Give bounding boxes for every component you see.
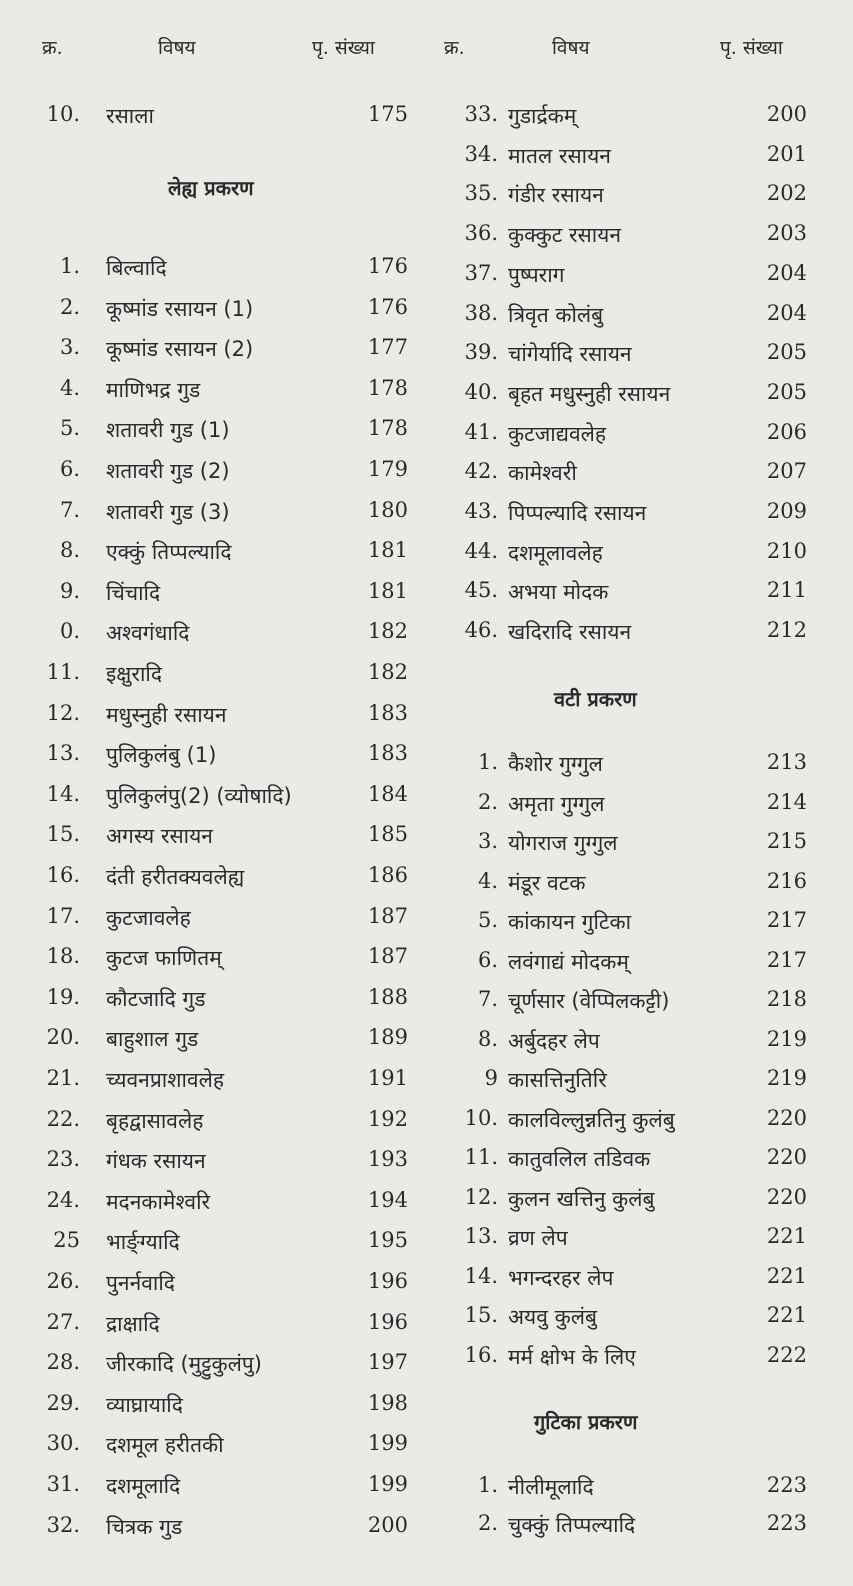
item-page-number: 179 (367, 457, 408, 481)
item-page-number: 195 (367, 1228, 408, 1253)
item-page-number: 198 (367, 1390, 408, 1415)
item-page-number: 193 (367, 1147, 408, 1172)
item-page-number: 181 (367, 538, 408, 563)
item-name: मर्म क्षोभ के लिए (508, 1344, 636, 1369)
item-page-number: 183 (367, 700, 408, 725)
item-name: गुडार्द्रकम् (508, 104, 577, 128)
item-name: बिल्वादि (106, 256, 167, 280)
item-name: नीलीमूलादि (508, 1475, 594, 1499)
item-page-number: 222 (766, 1342, 807, 1367)
item-number: 2. (477, 1511, 498, 1535)
header-num-label: क्र. (42, 37, 63, 59)
item-page-number: 184 (367, 781, 408, 806)
item-name: लवंगाद्यं मोदकम् (508, 949, 629, 974)
item-number: 11. (46, 660, 80, 684)
item-name: दंती हरीतक्यवलेह्य (106, 865, 245, 889)
item-page-number: 219 (766, 1066, 807, 1090)
item-page-number: 218 (766, 987, 807, 1011)
item-name: शतावरी गुड (2) (106, 459, 230, 483)
item-number: 28. (46, 1350, 80, 1375)
item-number: 30. (46, 1431, 80, 1456)
item-number: 36. (464, 221, 498, 246)
item-name: कैशोर गुग्गुल (508, 752, 603, 776)
item-page-number: 176 (367, 294, 408, 319)
item-number: 12. (464, 1184, 498, 1209)
item-page-number: 209 (766, 499, 807, 523)
item-name: योगराज गुग्गुल (508, 831, 618, 855)
item-number: 31. (46, 1472, 80, 1496)
item-page-number: 217 (766, 908, 807, 932)
item-page-number: 205 (766, 379, 807, 404)
item-page-number: 204 (766, 260, 807, 285)
item-number: 1. (477, 750, 498, 774)
item-number: 1. (59, 254, 80, 278)
item-page-number: 219 (766, 1026, 807, 1051)
item-name: गंधक रसायन (106, 1149, 206, 1174)
item-number: 6. (477, 947, 498, 972)
item-name: कांकायन गुटिका (508, 910, 632, 934)
item-name: शतावरी गुड (1) (106, 418, 230, 443)
item-name: त्रिवृत कोलंबु (508, 302, 604, 327)
item-page-number: 201 (766, 141, 807, 166)
item-name: बाहुशाल गुड (106, 1027, 199, 1052)
item-name: कुटजाद्यवलेह (508, 421, 607, 446)
item-name: द्राक्षादि (106, 1311, 160, 1336)
item-name: अगस्य रसायन (106, 824, 213, 849)
item-name: दशमूलावलेह (508, 540, 603, 565)
item-number: 34. (464, 141, 498, 166)
item-page-number: 202 (766, 181, 807, 206)
item-page-number: 199 (367, 1431, 408, 1456)
header-page-label: पृ. संख्या (720, 37, 783, 59)
item-number: 39. (464, 340, 498, 365)
item-page-number: 196 (367, 1309, 408, 1334)
item-number: 13. (46, 741, 80, 766)
item-name: कामेश्वरी (508, 461, 577, 486)
item-page-number: 217 (766, 947, 807, 972)
item-name: पिप्पल्यादि रसायन (508, 501, 647, 525)
item-number: 38. (464, 300, 498, 325)
section-title-vati: वटी प्रकरण (554, 687, 637, 711)
item-name: कातुवलिल तडिवक (508, 1147, 651, 1171)
item-page-number: 220 (766, 1145, 807, 1169)
item-number: 0. (59, 619, 80, 644)
item-page-number: 185 (367, 822, 408, 847)
item-name: खदिरादि रसायन (508, 620, 632, 645)
item-name: दशमूलादि (106, 1474, 181, 1498)
item-number: 7. (477, 987, 498, 1011)
item-name: मदनकामेश्वरि (106, 1189, 211, 1214)
item-name: अयवु कुलंबु (508, 1305, 597, 1329)
item-name: पुलिकुलंपु(2) (व्योषादि) (106, 783, 292, 808)
item-name: चांगेर्यादि रसायन (508, 342, 632, 367)
item-number: 23. (46, 1147, 80, 1172)
item-page-number: 206 (766, 419, 807, 444)
header-subject-label: विषय (552, 37, 590, 59)
item-page-number: 199 (367, 1472, 408, 1496)
item-page-number: 181 (367, 578, 408, 603)
item-page-number: 223 (766, 1473, 807, 1497)
item-name: शतावरी गुड (3) (106, 499, 230, 524)
item-number: 14. (464, 1263, 498, 1288)
item-number: 17. (46, 903, 80, 928)
item-page-number: 220 (766, 1184, 807, 1209)
item-page-number: 178 (367, 416, 408, 441)
item-name: कूष्मांड रसायन (1) (106, 296, 254, 321)
item-number: 42. (464, 459, 498, 484)
item-page-number: 186 (367, 863, 408, 887)
item-name: बृहत मधुस्नुही रसायन (508, 381, 671, 406)
item-page-number: 180 (367, 497, 408, 522)
item-number: 7. (59, 497, 80, 522)
item-number: 46. (464, 618, 498, 643)
item-number: 9. (59, 578, 80, 603)
header-num-label: क्र. (444, 37, 465, 59)
item-name: कौटजादि गुड (106, 986, 206, 1011)
item-page-number: 204 (766, 300, 807, 325)
item-page-number: 221 (766, 1263, 807, 1288)
item-number: 45. (464, 578, 498, 603)
item-name: कुटज फाणितम् (106, 946, 222, 971)
item-number: 12. (46, 700, 80, 725)
item-page-number: 178 (367, 375, 408, 400)
item-name: व्रण लेप (508, 1226, 568, 1250)
item-page-number: 200 (766, 102, 807, 126)
item-name: मातल रसायन (508, 143, 611, 168)
item-number: 5. (477, 908, 498, 932)
item-number: 18. (46, 944, 80, 969)
item-name: चूर्णसार (वेप्पिलकट्टी) (508, 989, 670, 1013)
item-name: पुष्पराग (508, 262, 565, 287)
item-page-number: 210 (766, 538, 807, 563)
item-number: 21. (46, 1066, 80, 1090)
item-name: रसाला (106, 104, 154, 128)
item-page-number: 213 (766, 750, 807, 774)
item-name: बृहद्वासावलेह (106, 1108, 204, 1133)
item-number: 13. (464, 1224, 498, 1248)
item-name: मंडूर वटक (508, 870, 586, 895)
item-page-number: 203 (766, 221, 807, 246)
item-number: 43. (464, 499, 498, 523)
item-name: व्याघ्रायादि (106, 1392, 183, 1417)
item-name: चित्रक गुड (106, 1514, 183, 1539)
item-name: कूष्मांड रसायन (2) (106, 337, 254, 362)
item-name: अभया मोदक (508, 580, 609, 605)
item-number: 29. (46, 1390, 80, 1415)
item-page-number: 188 (367, 984, 408, 1009)
item-page-number: 215 (766, 829, 807, 853)
item-page-number: 223 (766, 1511, 807, 1535)
item-number: 3. (59, 335, 80, 360)
item-number: 44. (464, 538, 498, 563)
item-page-number: 176 (367, 254, 408, 278)
section-title-lehya: लेह्य प्रकरण (168, 176, 254, 200)
item-number: 4. (59, 375, 80, 400)
item-page-number: 214 (766, 789, 807, 814)
item-number: 32. (46, 1512, 80, 1537)
item-name: अमृता गुग्गुल (508, 791, 605, 816)
item-name: एक्कुं तिप्पल्यादि (106, 540, 232, 565)
item-name: गंडीर रसायन (508, 183, 604, 208)
item-name: पुनर्नवादि (106, 1271, 175, 1295)
item-number: 15. (464, 1303, 498, 1327)
header-subject-label: विषय (158, 37, 196, 59)
item-name: मधुस्नुही रसायन (106, 702, 227, 727)
item-page-number: 211 (766, 578, 807, 603)
item-name: भगन्दरहर लेप (508, 1265, 614, 1290)
item-name: चुक्कुं तिप्पल्यादि (508, 1513, 636, 1537)
item-name: चिंचादि (106, 580, 161, 605)
item-number: 2. (477, 789, 498, 814)
item-number: 41. (464, 419, 498, 444)
item-name: भार्ङ्ग्यादि (106, 1230, 180, 1255)
item-name: माणिभद्र गुड (106, 377, 201, 402)
item-number: 6. (59, 457, 80, 481)
item-name: कासत्तिनुतिरि (508, 1068, 607, 1092)
item-page-number: 187 (367, 944, 408, 969)
item-page-number: 175 (367, 102, 408, 126)
item-page-number: 191 (367, 1066, 408, 1090)
item-number: 35. (464, 181, 498, 206)
left-column-header (0, 34, 420, 62)
item-number: 25 (53, 1228, 80, 1253)
item-number: 26. (46, 1269, 80, 1293)
section-title-gutika: गुटिका प्रकरण (534, 1410, 638, 1434)
item-name: इक्षुरादि (106, 662, 162, 686)
item-page-number: 187 (367, 903, 408, 928)
item-page-number: 207 (766, 459, 807, 484)
header-page-label: पृ. संख्या (312, 37, 375, 59)
item-page-number: 205 (766, 340, 807, 365)
item-number: 27. (46, 1309, 80, 1334)
item-name: कुटजावलेह (106, 905, 191, 930)
item-page-number: 196 (367, 1269, 408, 1293)
item-page-number: 212 (766, 618, 807, 643)
item-name: च्यवनप्राशावलेह (106, 1068, 224, 1092)
item-page-number: 200 (367, 1512, 408, 1537)
item-page-number: 177 (367, 335, 408, 360)
item-number: 5. (59, 416, 80, 441)
item-number: 10. (46, 102, 80, 126)
item-number: 37. (464, 260, 498, 285)
item-page-number: 189 (367, 1025, 408, 1050)
item-number: 4. (477, 868, 498, 893)
item-name: कुलन खत्तिनु कुलंबु (508, 1186, 655, 1211)
item-page-number: 182 (367, 619, 408, 644)
item-name: दशमूल हरीतकी (106, 1433, 224, 1458)
item-page-number: 221 (766, 1224, 807, 1248)
item-number: 10. (464, 1105, 498, 1130)
item-page-number: 216 (766, 868, 807, 893)
item-page-number: 221 (766, 1303, 807, 1327)
item-number: 40. (464, 379, 498, 404)
item-page-number: 182 (367, 660, 408, 684)
item-number: 8. (477, 1026, 498, 1051)
item-name: अर्बुदहर लेप (508, 1028, 600, 1053)
item-page-number: 183 (367, 741, 408, 766)
item-page-number: 192 (367, 1106, 408, 1131)
item-number: 14. (46, 781, 80, 806)
item-number: 2. (59, 294, 80, 319)
right-column-header (430, 34, 853, 62)
item-name: जीरकादि (मुट्टुकुलंपु) (106, 1352, 262, 1377)
item-page-number: 194 (367, 1187, 408, 1212)
item-number: 24. (46, 1187, 80, 1212)
item-number: 20. (46, 1025, 80, 1050)
item-number: 16. (46, 863, 80, 887)
item-number: 22. (46, 1106, 80, 1131)
item-name: अश्वगंधादि (106, 621, 190, 646)
item-name: कालविल्लुन्नतिनु कुलंबु (508, 1107, 675, 1132)
item-number: 1. (477, 1473, 498, 1497)
item-number: 15. (46, 822, 80, 847)
item-number: 9 (484, 1066, 498, 1090)
item-page-number: 220 (766, 1105, 807, 1130)
item-number: 16. (464, 1342, 498, 1367)
item-number: 8. (59, 538, 80, 563)
item-number: 3. (477, 829, 498, 853)
item-number: 33. (464, 102, 498, 126)
item-name: कुक्कुट रसायन (508, 223, 622, 248)
item-number: 19. (46, 984, 80, 1009)
item-number: 11. (464, 1145, 498, 1169)
item-page-number: 197 (367, 1350, 408, 1375)
item-name: पुलिकुलंबु (1) (106, 743, 217, 768)
